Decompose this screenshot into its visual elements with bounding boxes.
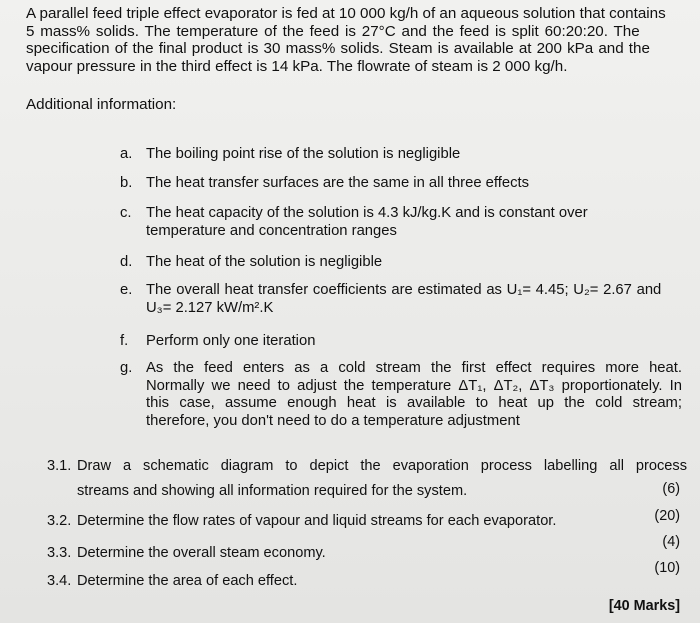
- info-item-marker: b.: [120, 175, 133, 191]
- info-item-text: As the feed enters as a cold stream the first effect requires more heat.: [146, 360, 682, 376]
- info-item-b: [120, 175, 682, 193]
- info-item-d: [120, 254, 682, 272]
- marks-3-4: (10): [654, 560, 680, 576]
- info-item-marker: c.: [120, 205, 132, 221]
- marks-3-1: (6): [662, 481, 680, 497]
- info-item-c: [120, 205, 682, 240]
- question-number: 3.4.: [47, 573, 72, 589]
- info-item-text: temperature and concentration ranges: [146, 222, 397, 239]
- info-item-marker: d.: [120, 254, 133, 270]
- info-item-marker: g.: [120, 360, 133, 376]
- info-item-text: this case, assume enough heat is available to heat up the cold stream;: [146, 395, 682, 411]
- question-text: Determine the flow rates of vapour and liquid streams for each evaporator.: [77, 513, 557, 529]
- problem-line: vapour pressure in the third effect is 14 kPa. The flowrate of steam is 2 000 kg/h.: [26, 57, 568, 75]
- info-item-text: The heat capacity of the solution is 4.3 kJ/kg.K and is constant over: [146, 205, 588, 221]
- total-marks: [40 Marks]: [608, 598, 680, 614]
- problem-statement: [26, 5, 676, 75]
- question-text: Determine the overall steam economy.: [77, 545, 326, 561]
- question-3-1: [47, 458, 687, 500]
- question-text: streams and showing all information required for the system.: [77, 483, 468, 499]
- info-item-text: therefore, you don't need to do a temperature adjustment: [146, 412, 520, 429]
- info-item-g: [120, 360, 682, 430]
- additional-info-heading: Additional information:: [26, 96, 177, 113]
- info-item-text: The heat transfer surfaces are the same in all three effects: [146, 175, 529, 191]
- question-number: 3.2.: [47, 513, 72, 529]
- question-text: Determine the area of each effect.: [77, 573, 298, 589]
- marks-3-2: (20): [654, 508, 680, 524]
- info-item-text: U₃= 2.127 kW/m².K: [146, 299, 274, 316]
- info-item-text: The boiling point rise of the solution is negligible: [146, 146, 461, 162]
- info-item-f: [120, 333, 682, 351]
- info-item-text: Normally we need to adjust the temperature ΔT₁, ΔT₂, ΔT₃ proportionately. In: [146, 377, 682, 394]
- info-item-text: The heat of the solution is negligible: [146, 254, 383, 270]
- question-3-4: [47, 573, 687, 590]
- question-number: 3.1.: [47, 458, 72, 474]
- question-text: Draw a schematic diagram to depict the evaporation process labelling all process: [77, 458, 687, 474]
- info-item-marker: e.: [120, 282, 133, 298]
- info-item-a: [120, 146, 682, 164]
- question-number: 3.3.: [47, 545, 72, 561]
- info-item-marker: f.: [120, 333, 129, 349]
- info-item-marker: a.: [120, 146, 133, 162]
- problem-line: specification of the final product is 30 mass% solids. Steam is available at 200 kPa and the: [26, 40, 650, 58]
- question-3-3: [47, 545, 687, 562]
- problem-line: A parallel feed triple effect evaporator is fed at 10 000 kg/h of an aqueous solution that contains: [26, 5, 666, 22]
- question-3-2: [47, 513, 687, 530]
- problem-line: 5 mass% solids. The temperature of the feed is 27°C and the feed is split 60:20:20. The: [26, 22, 640, 40]
- info-item-text: Perform only one iteration: [146, 333, 316, 349]
- marks-3-3: (4): [662, 534, 680, 550]
- info-item-e: [120, 282, 682, 317]
- info-item-text: The overall heat transfer coefficients are estimated as U₁= 4.45; U₂= 2.67 and: [146, 282, 662, 298]
